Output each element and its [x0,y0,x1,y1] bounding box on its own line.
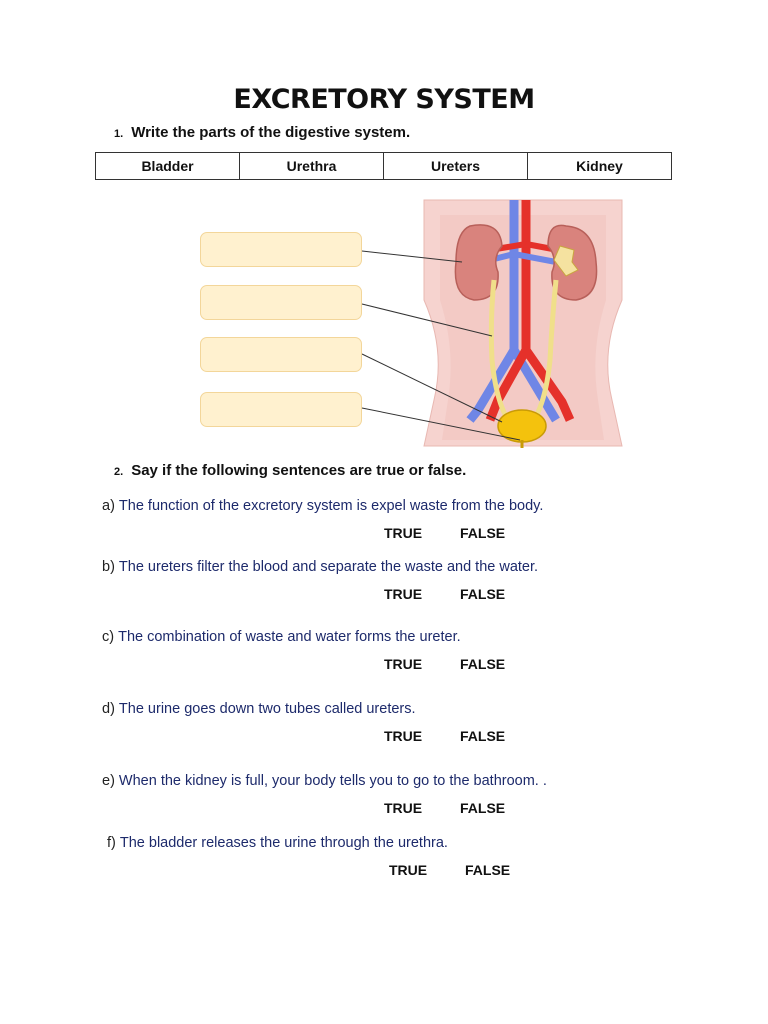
word-bank-cell: Kidney [576,158,623,174]
statement-text: The urine goes down two tubes called ureters. [118,701,416,717]
label-answer-box-4[interactable] [200,392,362,427]
statement-letter: f) [107,835,116,851]
statement-text: The ureters filter the blood and separate the waste and the water. [118,559,539,575]
question-2-text: Say if the following sentences are true or false. [131,462,467,479]
false-option[interactable]: FALSE [465,862,511,878]
true-option[interactable]: TRUE [389,862,428,878]
excretory-system-diagram [0,0,768,460]
statement-b [102,559,538,575]
question-1-text: Write the parts of the digestive system. [131,124,411,141]
false-option[interactable]: FALSE [460,728,506,744]
true-option[interactable]: TRUE [384,525,423,541]
statement-c [102,629,461,645]
statement-letter: e) [102,773,115,789]
false-option[interactable]: FALSE [460,656,506,672]
statement-d [102,701,416,717]
statement-letter: a) [102,498,115,514]
statement-e [102,773,547,789]
true-false-options-a [384,525,505,541]
label-answer-box-1[interactable] [200,232,362,267]
statement-a [102,498,543,514]
statement-letter: d) [102,701,115,717]
word-bank-cell: Urethra [240,153,384,179]
word-bank-cell: Ureters [384,153,528,179]
true-option[interactable]: TRUE [384,800,423,816]
true-false-options-c [384,656,505,672]
statement-letter: c) [102,629,115,645]
page-title: EXCRETORY SYSTEM [233,84,535,115]
true-false-options-b [384,586,505,602]
label-answer-box-3[interactable] [200,337,362,372]
statement-text: When the kidney is full, your body tells you to go to the bathroom. . [118,773,547,789]
statement-text: The bladder releases the urine through the urethra. [119,835,448,851]
statement-text: The function of the excretory system is expel waste from the body. [118,498,544,514]
true-option[interactable]: TRUE [384,728,423,744]
false-option[interactable]: FALSE [460,525,506,541]
statement-letter: b) [102,559,115,575]
label-answer-box-2[interactable] [200,285,362,320]
false-option[interactable]: FALSE [460,586,506,602]
question-2-heading [114,462,466,479]
false-option[interactable]: FALSE [460,800,506,816]
true-option[interactable]: TRUE [384,656,423,672]
statement-f [107,835,448,851]
question-2-number: 2. [114,466,124,478]
question-1-number: 1. [114,128,124,140]
true-false-options-f [389,862,510,878]
statement-text: The combination of waste and water forms the ureter. [118,629,461,645]
word-bank-cell: Bladder [96,153,240,179]
true-false-options-d [384,728,505,744]
true-false-options-e [384,800,505,816]
true-option[interactable]: TRUE [384,586,423,602]
